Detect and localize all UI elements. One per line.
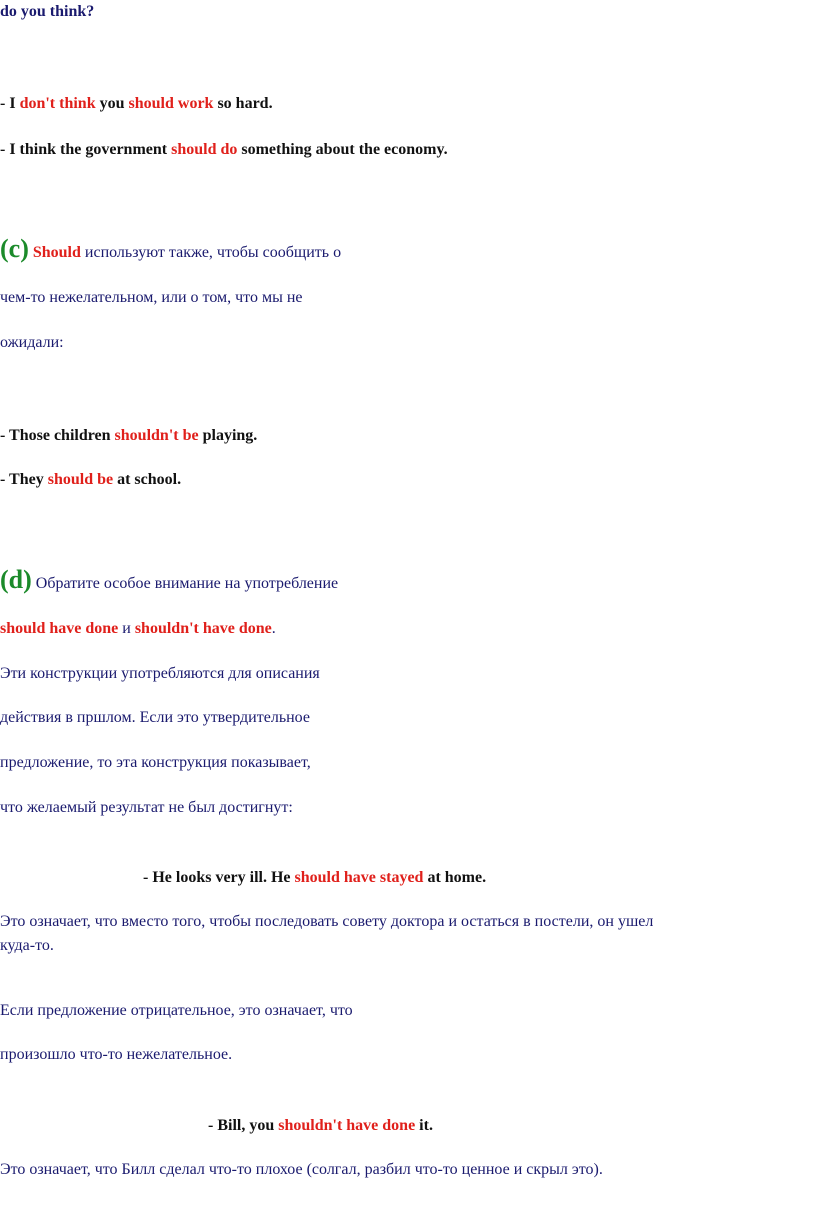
- example-text: it.: [415, 1117, 433, 1134]
- explanation-2: Это означает, что Билл сделал что-то плохое (солгал, разбил что-то ценное и скрыл это).: [0, 1161, 603, 1178]
- highlight: shouldn't have done: [278, 1117, 416, 1134]
- section-d-marker: (d): [0, 565, 32, 594]
- highlight: shouldn't have done: [134, 620, 272, 637]
- example-text: you: [95, 95, 129, 112]
- example-bill: [208, 1116, 433, 1136]
- highlight: don't think: [19, 95, 96, 112]
- example-those-children: [0, 426, 257, 446]
- section-c-text: используют также, чтобы сообщить о: [80, 244, 342, 261]
- explanation-1: Это означает, что вместо того, чтобы последовать совету доктора и остаться в постели, он ушел куда-то.: [0, 913, 654, 954]
- example-dont-think: [0, 94, 273, 114]
- negative-line2: произошло что-то нежелательное.: [0, 1046, 233, 1063]
- highlight: should work: [128, 95, 214, 112]
- section-c-line1: [0, 234, 341, 268]
- example-text: - They: [0, 471, 48, 488]
- section-d-text: и: [118, 620, 135, 637]
- example-text: - Bill, you: [208, 1117, 279, 1134]
- negative-line1: Если предложение отрицательное, это означает, что: [0, 1002, 353, 1019]
- section-d-line2: [0, 619, 276, 639]
- section-d-line1: [0, 565, 338, 599]
- example-text: at home.: [423, 869, 487, 886]
- section-d-text: .: [271, 620, 276, 637]
- highlight: should have done: [0, 620, 119, 637]
- highlight: should do: [171, 141, 238, 158]
- top-fragment: do you think?: [0, 3, 95, 20]
- section-c-line2: чем-то нежелательном, или о том, что мы не: [0, 289, 303, 306]
- section-d-line6: что желаемый результат не был достигнут:: [0, 799, 293, 816]
- example-text: - I: [0, 95, 20, 112]
- section-d-text: Обратите особое внимание на употребление: [31, 575, 339, 592]
- section-d-line3: Эти конструкции употребляются для описания: [0, 665, 320, 682]
- example-text: at school.: [113, 471, 182, 488]
- example-text: playing.: [198, 427, 258, 444]
- highlight: should be: [47, 471, 114, 488]
- example-text: - Those children: [0, 427, 115, 444]
- section-d-line4: действия в пршлом. Если это утвердительное: [0, 709, 310, 726]
- example-text: - I think the government: [0, 141, 172, 158]
- highlight: shouldn't be: [114, 427, 199, 444]
- highlight: Should: [32, 244, 81, 261]
- example-text: so hard.: [213, 95, 273, 112]
- highlight: should have stayed: [294, 869, 424, 886]
- example-text: - He looks very ill. He: [143, 869, 295, 886]
- example-text: something about the economy.: [237, 141, 448, 158]
- section-c-marker: (c): [0, 234, 29, 263]
- example-government: [0, 140, 448, 160]
- example-looks-ill: [143, 868, 486, 888]
- section-d-line5: предложение, то эта конструкция показывает,: [0, 754, 311, 771]
- section-c-line3: ожидали:: [0, 334, 64, 351]
- example-they-school: [0, 470, 181, 490]
